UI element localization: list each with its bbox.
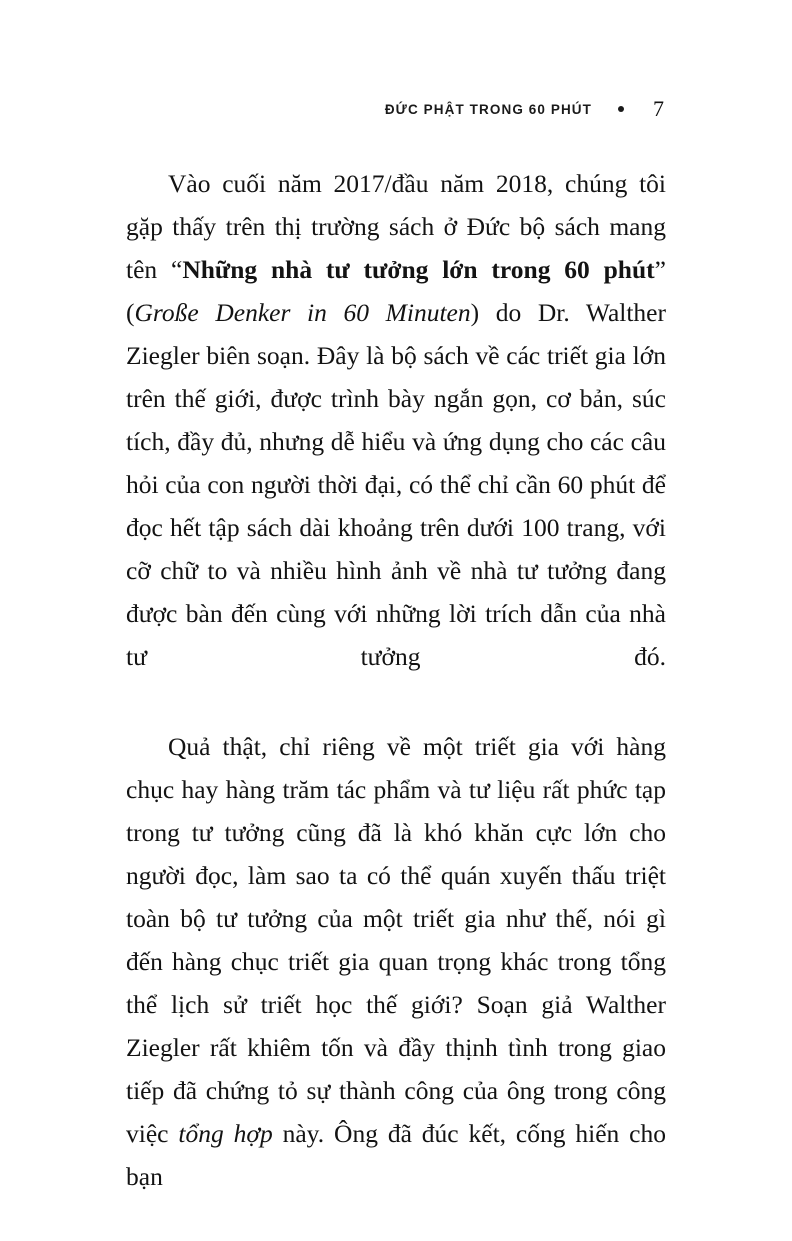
- text-run-italic: Große Denker in 60 Minuten: [134, 298, 471, 327]
- body-text: [126, 162, 666, 1241]
- page-number: 7: [653, 96, 664, 121]
- text-run-normal: này. Ông đã đúc kết, cống hiến cho bạn: [126, 1119, 666, 1191]
- text-run-normal: ” (: [126, 255, 666, 327]
- running-head-separator-dot: [618, 106, 624, 112]
- running-head-title: ĐỨC PHẬT TRONG 60 PHÚT: [384, 101, 592, 117]
- text-run-bold: Những nhà tư tưởng lớn trong 60 phút: [182, 255, 655, 284]
- text-run-normal: Vào cuối năm 2017/đầu năm 2018, chúng tôi gặp thấy trên thị trường sách ở Đức bộ sách mang tên “: [126, 169, 666, 284]
- text-run-normal: ) do Dr. Walther Ziegler biên soạn. Đây là bộ sách về các triết gia lớn trên thế giới, được trình bày ngắn gọn, cơ bản, súc tích, đầy đủ, nhưng dễ hiểu và ứng dụng cho các câu hỏi của con người thời đại, có thể chỉ cần 60 phút để đọc hết tập sách dài khoảng trên dưới 100 trang, với cỡ chữ to và nhiều hình ảnh về nhà tư tưởng đang được bàn đến cùng với những lời trích dẫn của nhà tư tưởng đó.: [126, 298, 666, 671]
- running-head: [128, 96, 664, 122]
- paragraph-2: [126, 725, 666, 1241]
- paragraph-1: [126, 162, 666, 721]
- text-run-italic: tổng hợp: [178, 1119, 273, 1148]
- text-run-normal: Quả thật, chỉ riêng về một triết gia với hàng chục hay hàng trăm tác phẩm và tư liệu rất phức tạp trong tư tưởng cũng đã là khó khăn cực lớn cho người đọc, làm sao ta có thể quán xuyến thấu triệt toàn bộ tư tưởng của một triết gia như thế, nói gì đến hàng chục triết gia quan trọng khác trong tổng thể lịch sử triết học thế giới? Soạn giả Walther Ziegler rất khiêm tốn và đầy thịnh tình trong giao tiếp đã chứng tỏ sự thành công của ông trong công việc: [126, 732, 666, 1148]
